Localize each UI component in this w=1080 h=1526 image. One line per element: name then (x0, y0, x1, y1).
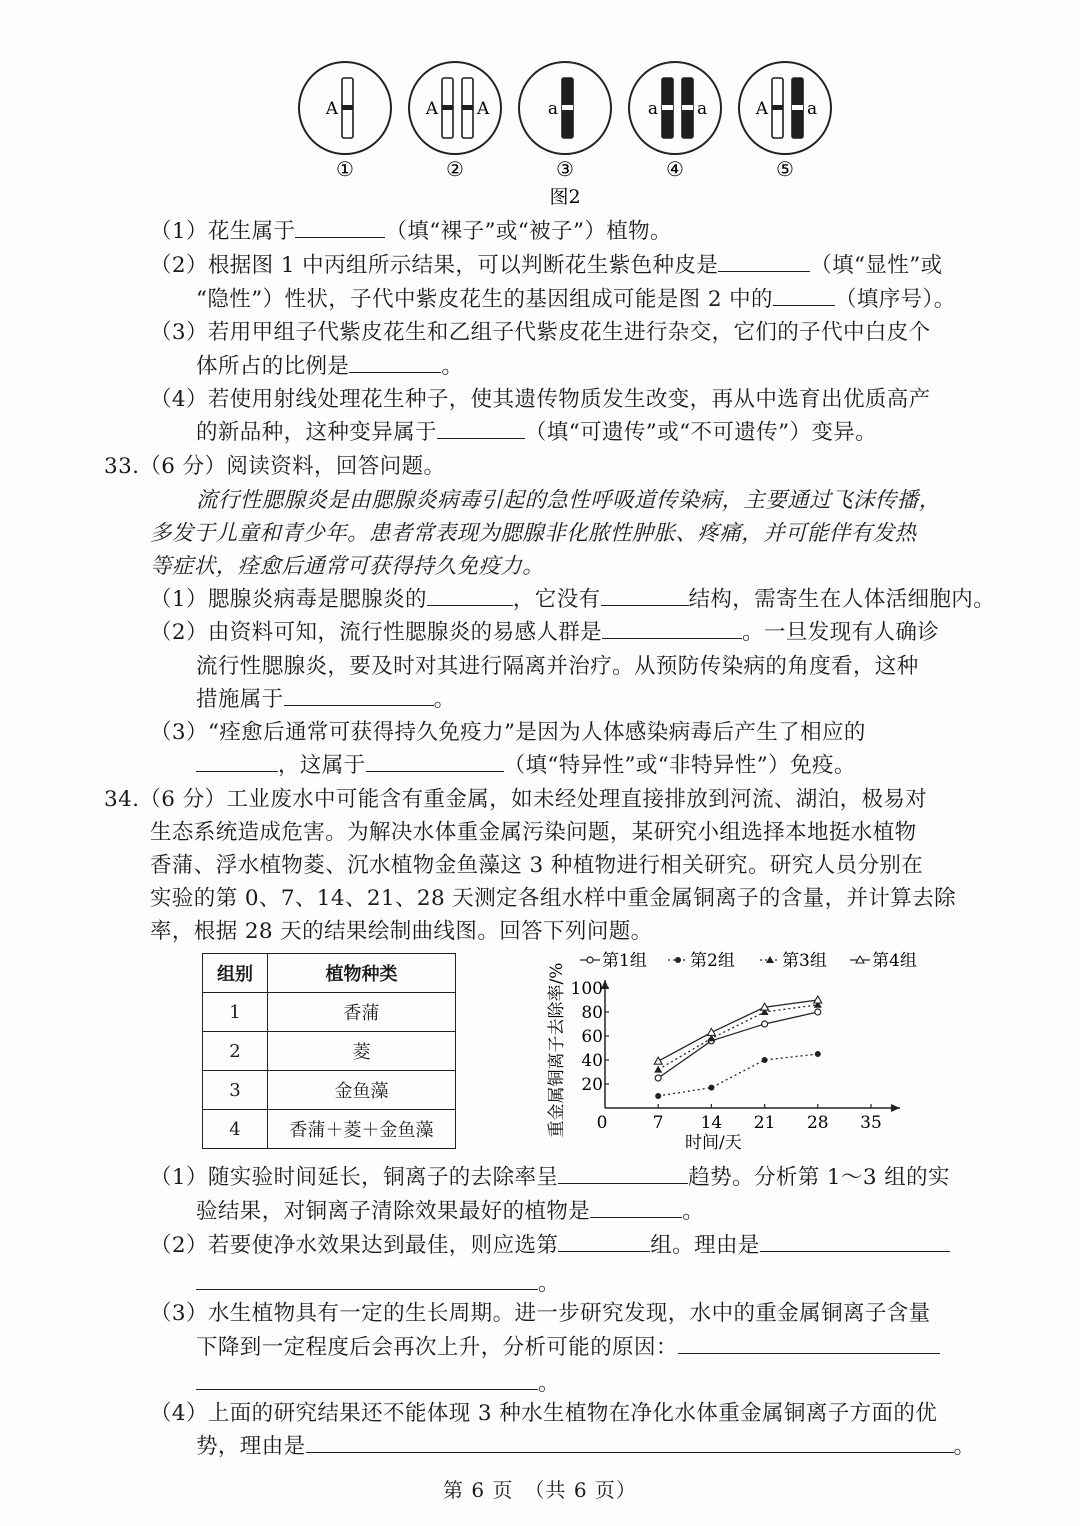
table-cell: 3 (229, 1079, 241, 1101)
cell-number: ② (446, 157, 464, 181)
gene-band (342, 105, 353, 110)
legend-label: 第2组 (690, 951, 735, 971)
cell-number: ⑤ (776, 157, 794, 181)
cell-number: ④ (666, 157, 684, 181)
series-line (658, 1012, 818, 1078)
q33-material: 等症状，痊愈后通常可获得持久免疫力。 (150, 554, 545, 579)
series-line (658, 1000, 818, 1061)
q34-intro: 率，根据 28 天的结果绘制曲线图。回答下列问题。 (150, 919, 653, 944)
legend-item (668, 951, 735, 971)
legend-item (760, 951, 827, 971)
answer-blank[interactable] (366, 770, 504, 772)
removal-rate-chart (540, 940, 940, 1155)
q33-6: ，这属于 （填“特异性”或“非特异性”）免疫。 (196, 748, 856, 779)
answer-blank[interactable] (437, 437, 525, 439)
data-point (762, 1057, 768, 1063)
legend-item (850, 951, 917, 971)
answer-blank[interactable] (295, 236, 385, 238)
q33-heading: 33.（6 分）阅读资料，回答问题。 (104, 454, 446, 479)
table-cell: 菱 (352, 1042, 371, 1063)
y-tick-label: 40 (581, 1051, 603, 1071)
x-axis-label: 时间/天 (685, 1133, 742, 1153)
data-point (708, 1085, 714, 1091)
answer-blank[interactable] (773, 304, 835, 306)
table-header: 组别 (217, 964, 253, 985)
q34-1-cont: 验结果，对铜离子清除效果最好的植物是 。 (196, 1199, 705, 1224)
x-tick-label: 21 (753, 1113, 776, 1133)
x-tick-label: 0 (596, 1113, 608, 1133)
y-tick-label: 60 (581, 1027, 603, 1047)
q34-3-cont2: 。 (196, 1366, 560, 1397)
legend-label: 第4组 (872, 951, 917, 971)
answer-blank[interactable] (678, 1352, 940, 1354)
q34-4-cont: 势，理由是 。 (196, 1434, 976, 1459)
answer-blank[interactable] (196, 770, 278, 772)
data-point (655, 1093, 661, 1099)
allele-label: A (755, 99, 768, 119)
q34-4: （4）上面的研究结果还不能体现 3 种水生植物在净化水体重金属铜离子方面的优 (150, 1401, 938, 1426)
table-cell: 香蒲 (343, 1003, 380, 1024)
legend-label: 第3组 (782, 951, 827, 971)
table-cell: 1 (229, 1001, 241, 1023)
q32-5: 体所占的比例是 。 (196, 354, 464, 379)
figure-2-cell (519, 62, 611, 181)
x-tick-label: 35 (860, 1113, 882, 1133)
table-cell: 金鱼藻 (334, 1081, 389, 1102)
allele-label: A (425, 99, 438, 119)
cell-number: ③ (556, 157, 574, 181)
cell-circle (629, 62, 721, 154)
table-cell: 4 (229, 1118, 241, 1140)
figure-2-caption: 图2 (549, 186, 581, 208)
data-point (654, 1057, 662, 1064)
x-tick-label: 7 (652, 1113, 664, 1133)
gene-band (462, 105, 473, 110)
q34-1: （1）随实验时间延长，铜离子的去除率呈 趋势。分析第 1～3 组的实 (150, 1165, 950, 1190)
q32-1: （1）花生属于 （填“裸子”或“被子”）植物。 (150, 219, 672, 244)
answer-blank[interactable] (284, 704, 434, 706)
answer-blank[interactable] (196, 1388, 538, 1390)
answer-blank[interactable] (590, 1216, 682, 1218)
allele-label: a (807, 99, 818, 119)
q33-4: 措施属于 。 (196, 687, 456, 712)
answer-blank[interactable] (196, 1288, 538, 1290)
allele-label: a (647, 99, 658, 119)
q32-7: 的新品种，这种变异属于 （填“可遗传”或“不可遗传”）变异。 (196, 420, 878, 445)
answer-blank[interactable] (718, 270, 810, 272)
answer-blank[interactable] (427, 604, 513, 606)
plant-table (202, 953, 456, 1149)
answer-blank[interactable] (349, 371, 441, 373)
gene-band (792, 105, 803, 110)
x-axis-arrow (891, 1104, 900, 1112)
gene-band (562, 105, 573, 110)
q34-2: （2）若要使净水效果达到最佳，则应选第 组。理由是 (150, 1228, 950, 1259)
allele-label: A (325, 99, 338, 119)
figure-2-cell (629, 62, 721, 181)
answer-blank[interactable] (558, 1250, 650, 1252)
page-footer: 第 6 页 （共 6 页） (443, 1478, 637, 1502)
y-tick-label: 20 (581, 1075, 603, 1095)
q34-intro: 香蒲、浮水植物菱、沉水植物金鱼藻这 3 种植物进行相关研究。研究人员分别在 (150, 853, 924, 878)
q32-6: （4）若使用射线处理花生种子，使其遗传物质发生改变，再从中选育出优质高产 (150, 387, 931, 412)
figure-2-cell (739, 62, 831, 181)
allele-label: A (477, 99, 490, 119)
gene-band (442, 105, 453, 110)
answer-blank[interactable] (601, 604, 689, 606)
q32-2: （2）根据图 1 中丙组所示结果，可以判断花生紫色种皮是 （填“显性”或 (150, 253, 943, 278)
cell-circle (739, 62, 831, 154)
q33-1: （1）腮腺炎病毒是腮腺炎的 ，它没有 结构，需寄生在人体活细胞内。 (150, 587, 996, 612)
data-point (654, 1066, 662, 1073)
gene-band (662, 105, 673, 110)
data-point (762, 1021, 768, 1027)
x-tick-label: 14 (700, 1113, 723, 1133)
data-point (655, 1075, 661, 1081)
q34-intro: 34.（6 分）工业废水中可能含有重金属，如未经处理直接排放到河流、湖泊，极易对 (104, 787, 928, 812)
data-point (814, 996, 822, 1003)
x-tick-label: 28 (806, 1113, 829, 1133)
q32-3: “隐性”）性状，子代中紫皮花生的基因组成可能是图 2 中的 （填序号）。 (196, 287, 956, 312)
figure-2-cell (409, 62, 501, 181)
answer-blank[interactable] (760, 1250, 950, 1252)
series-2 (655, 1051, 821, 1099)
cell-number: ① (336, 157, 354, 181)
figure-2-cell (299, 62, 391, 181)
gene-band (682, 105, 693, 110)
legend-label: 第1组 (602, 951, 647, 971)
series-3 (654, 1001, 822, 1073)
answer-blank[interactable] (558, 1182, 688, 1184)
q34-intro: 生态系统造成危害。为解决水体重金属污染问题，某研究小组选择本地挺水植物 (150, 820, 917, 845)
allele-label: a (697, 99, 708, 119)
q33-material: 流行性腮腺炎是由腮腺炎病毒引起的急性呼吸道传染病，主要通过飞沫传播， (196, 488, 941, 513)
q34-3: （3）水生植物具有一定的生长周期。进一步研究发现，水中的重金属铜离子含量 (150, 1301, 931, 1326)
series-line (658, 1054, 818, 1096)
data-point (815, 1009, 821, 1015)
answer-blank[interactable] (306, 1451, 954, 1453)
data-point (815, 1051, 821, 1057)
q33-material: 多发于儿童和青少年。患者常表现为腮腺非化脓性肿胀、疼痛，并可能伴有发热 (150, 521, 917, 546)
gene-band (772, 105, 783, 110)
y-tick-label: 80 (581, 1003, 603, 1023)
table-header: 植物种类 (325, 964, 398, 985)
q34-2-cont: 。 (196, 1266, 560, 1297)
data-point (587, 957, 593, 963)
q34-intro: 实验的第 0、7、14、21、28 天测定各组水样中重金属铜离子的含量，并计算去除 (150, 886, 957, 911)
y-axis-label: 重金属铜离子去除率/% (547, 962, 567, 1138)
answer-blank[interactable] (602, 637, 742, 639)
series-4 (654, 996, 822, 1064)
q33-5: （3）“痊愈后通常可获得持久免疫力”是因为人体感染病毒后产生了相应的 (150, 720, 866, 745)
y-tick-label: 100 (570, 979, 603, 999)
legend-item (580, 951, 647, 971)
data-point (766, 956, 774, 963)
table-cell: 2 (229, 1040, 241, 1062)
q32-4: （3）若用甲组子代紫皮花生和乙组子代紫皮花生进行杂交，它们的子代中白皮个 (150, 320, 931, 345)
data-point (675, 957, 681, 963)
figure-2 (280, 50, 860, 210)
data-point (707, 1028, 715, 1035)
series-line (658, 1005, 818, 1070)
allele-label: a (547, 99, 558, 119)
table-cell: 香蒲＋菱＋金鱼藻 (289, 1120, 434, 1141)
q33-2: （2）由资料可知，流行性腮腺炎的易感人群是 。一旦发现有人确诊 (150, 620, 940, 645)
q33-3: 流行性腮腺炎，要及时对其进行隔离并治疗。从预防传染病的角度看，这种 (196, 654, 919, 679)
q34-3-cont: 下降到一定程度后会再次上升，分析可能的原因： (196, 1330, 940, 1361)
